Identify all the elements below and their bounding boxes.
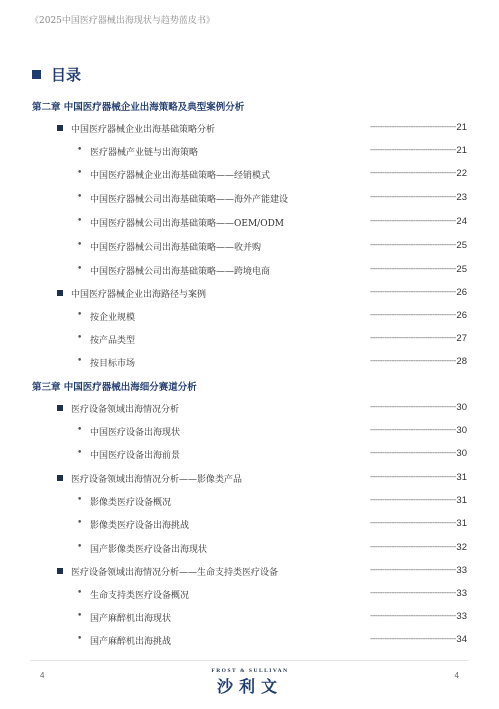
toc-leader: ------------------------------------ xyxy=(370,611,456,620)
toc-entry[interactable] xyxy=(0,448,499,462)
toc-entry-label: 中国医疗器械企业出海路径与案例 xyxy=(71,290,207,300)
toc-entry-label: 中国医疗设备出海现状 xyxy=(90,428,181,438)
toc-entry-label: 影像类医疗设备出海挑战 xyxy=(90,521,190,531)
toc-leader: ------------------------------------ xyxy=(370,356,456,365)
toc-leader: ------------------------------------ xyxy=(370,542,456,551)
toc-page-number: 23 xyxy=(456,192,467,203)
frost-sullivan-logo xyxy=(190,668,310,697)
toc-leader: ------------------------------------ xyxy=(370,565,456,574)
toc-title xyxy=(32,64,81,85)
toc-entry-label: 中国医疗器械公司出海基础策略——海外产能建设 xyxy=(90,195,289,205)
toc-entry[interactable] xyxy=(0,588,499,602)
toc-page-number: 28 xyxy=(456,356,467,367)
toc-leader: ------------------------------------ xyxy=(370,264,456,273)
toc-title-text: 目录 xyxy=(51,66,82,84)
toc-page-number: 33 xyxy=(456,565,467,576)
dot-bullet-icon: • xyxy=(77,634,83,644)
dot-bullet-icon: • xyxy=(77,356,83,366)
toc-page-number: 22 xyxy=(456,168,467,179)
square-bullet-icon xyxy=(57,405,63,411)
toc-entry[interactable] xyxy=(0,425,499,439)
toc-entry[interactable] xyxy=(0,192,499,206)
toc-leader: ------------------------------------ xyxy=(370,333,456,342)
toc-page-number: 21 xyxy=(456,145,467,156)
dot-bullet-icon: • xyxy=(77,264,83,274)
toc-leader: ------------------------------------ xyxy=(370,588,456,597)
dot-bullet-icon: • xyxy=(77,588,83,598)
toc-entry[interactable] xyxy=(0,240,499,254)
toc-page-number: 24 xyxy=(456,216,467,227)
square-bullet-icon xyxy=(57,568,63,574)
dot-bullet-icon: • xyxy=(77,448,83,458)
toc-page-number: 33 xyxy=(456,588,467,599)
toc-leader: ------------------------------------ xyxy=(370,216,456,225)
dot-bullet-icon: • xyxy=(77,216,83,226)
toc-entry-label: 按企业规模 xyxy=(90,313,136,323)
title-square-icon xyxy=(32,70,41,79)
toc-page-number: 26 xyxy=(456,287,467,298)
toc-entry-label: 按目标市场 xyxy=(90,359,136,369)
toc-entry[interactable] xyxy=(0,565,499,579)
dot-bullet-icon: • xyxy=(77,168,83,178)
toc-page-number: 21 xyxy=(456,122,467,133)
toc-page-number: 30 xyxy=(456,425,467,436)
dot-bullet-icon: • xyxy=(77,495,83,505)
toc-entry-label: 中国医疗器械公司出海基础策略——收并购 xyxy=(90,243,262,253)
toc-leader: ------------------------------------ xyxy=(370,472,456,481)
dot-bullet-icon: • xyxy=(77,518,83,528)
toc-page-number: 33 xyxy=(456,611,467,622)
toc-entry-label: 国产麻醉机出海挑战 xyxy=(90,637,172,647)
dot-bullet-icon: • xyxy=(77,240,83,250)
toc-page-number: 34 xyxy=(456,634,467,645)
toc-entry[interactable] xyxy=(0,264,499,278)
square-bullet-icon xyxy=(57,125,63,131)
toc-page-number: 27 xyxy=(456,333,467,344)
toc-entry[interactable] xyxy=(0,402,499,416)
dot-bullet-icon: • xyxy=(77,611,83,621)
dot-bullet-icon: • xyxy=(77,192,83,202)
toc-entry-label: 国产麻醉机出海现状 xyxy=(90,614,172,624)
toc-page-number: 26 xyxy=(456,310,467,321)
toc-leader: ------------------------------------ xyxy=(370,192,456,201)
logo-chinese-text: 沙利文 xyxy=(216,677,283,696)
dot-bullet-icon: • xyxy=(77,542,83,552)
toc-entry[interactable] xyxy=(0,310,499,324)
toc-entry-label: 国产影像类医疗设备出海现状 xyxy=(90,545,208,555)
dot-bullet-icon: • xyxy=(77,310,83,320)
toc-leader: ------------------------------------ xyxy=(370,168,456,177)
chapter-heading[interactable]: 第二章 中国医疗器械企业出海策略及典型案例分析 xyxy=(32,102,245,113)
toc-entry-label: 医疗设备领域出海情况分析——生命支持类医疗设备 xyxy=(71,568,279,578)
toc-leader: ------------------------------------ xyxy=(370,145,456,154)
toc-leader: ------------------------------------ xyxy=(370,425,456,434)
toc-leader: ------------------------------------ xyxy=(370,287,456,296)
toc-entry[interactable] xyxy=(0,145,499,159)
dot-bullet-icon: • xyxy=(77,145,83,155)
toc-entry[interactable] xyxy=(0,542,499,556)
toc-entry[interactable] xyxy=(0,472,499,486)
toc-leader: ------------------------------------ xyxy=(370,495,456,504)
document-header: 《2025中国医疗器械出海现状与趋势蓝皮书》 xyxy=(30,16,215,26)
toc-entry[interactable] xyxy=(0,333,499,347)
toc-page-number: 31 xyxy=(456,472,467,483)
square-bullet-icon xyxy=(57,290,63,296)
toc-entry-label: 影像类医疗设备概况 xyxy=(90,498,172,508)
toc-entry[interactable] xyxy=(0,122,499,136)
dot-bullet-icon: • xyxy=(77,425,83,435)
logo-english-text: FROST & SULLIVAN xyxy=(211,668,289,674)
toc-leader: ------------------------------------ xyxy=(370,634,456,643)
toc-entry[interactable] xyxy=(0,495,499,509)
toc-entry[interactable] xyxy=(0,287,499,301)
toc-entry-label: 生命支持类医疗设备概况 xyxy=(90,591,190,601)
toc-entry-label: 医疗设备领域出海情况分析——影像类产品 xyxy=(71,475,243,485)
page-number-right: 4 xyxy=(454,671,459,680)
toc-page-number: 32 xyxy=(456,542,467,553)
toc-entry-label: 中国医疗设备出海前景 xyxy=(90,451,181,461)
toc-leader: ------------------------------------ xyxy=(370,402,456,411)
toc-entry[interactable] xyxy=(0,518,499,532)
toc-entry-label: 中国医疗器械企业出海基础策略分析 xyxy=(71,125,216,135)
toc-page-number: 31 xyxy=(456,495,467,506)
toc-entry-label: 中国医疗器械企业出海基础策略——经销模式 xyxy=(90,171,271,181)
toc-leader: ------------------------------------ xyxy=(370,448,456,457)
toc-entry-label: 中国医疗器械公司出海基础策略——跨境电商 xyxy=(90,267,271,277)
toc-entry-label: 医疗设备领域出海情况分析 xyxy=(71,405,180,415)
toc-leader: ------------------------------------ xyxy=(370,518,456,527)
toc-entry[interactable] xyxy=(0,356,499,370)
toc-entry[interactable] xyxy=(0,611,499,625)
square-bullet-icon xyxy=(57,475,63,481)
chapter-heading[interactable]: 第三章 中国医疗器械出海细分赛道分析 xyxy=(32,382,197,393)
dot-bullet-icon: • xyxy=(77,333,83,343)
toc-entry-label: 按产品类型 xyxy=(90,336,136,346)
toc-leader: ------------------------------------ xyxy=(370,310,456,319)
toc-page-number: 25 xyxy=(456,240,467,251)
toc-page-number: 31 xyxy=(456,518,467,529)
toc-page-number: 30 xyxy=(456,402,467,413)
toc-entry[interactable] xyxy=(0,216,499,230)
toc-leader: ------------------------------------ xyxy=(370,122,456,131)
toc-entry-label: 医疗器械产业链与出海策略 xyxy=(90,148,199,158)
toc-entry-label: 中国医疗器械公司出海基础策略——OEM/ODM xyxy=(90,219,285,229)
toc-leader: ------------------------------------ xyxy=(370,240,456,249)
footer-divider xyxy=(30,660,469,661)
page-number-left: 4 xyxy=(40,671,45,680)
toc-page-number: 30 xyxy=(456,448,467,459)
toc-page-number: 25 xyxy=(456,264,467,275)
toc-entry[interactable] xyxy=(0,168,499,182)
toc-entry[interactable] xyxy=(0,634,499,648)
